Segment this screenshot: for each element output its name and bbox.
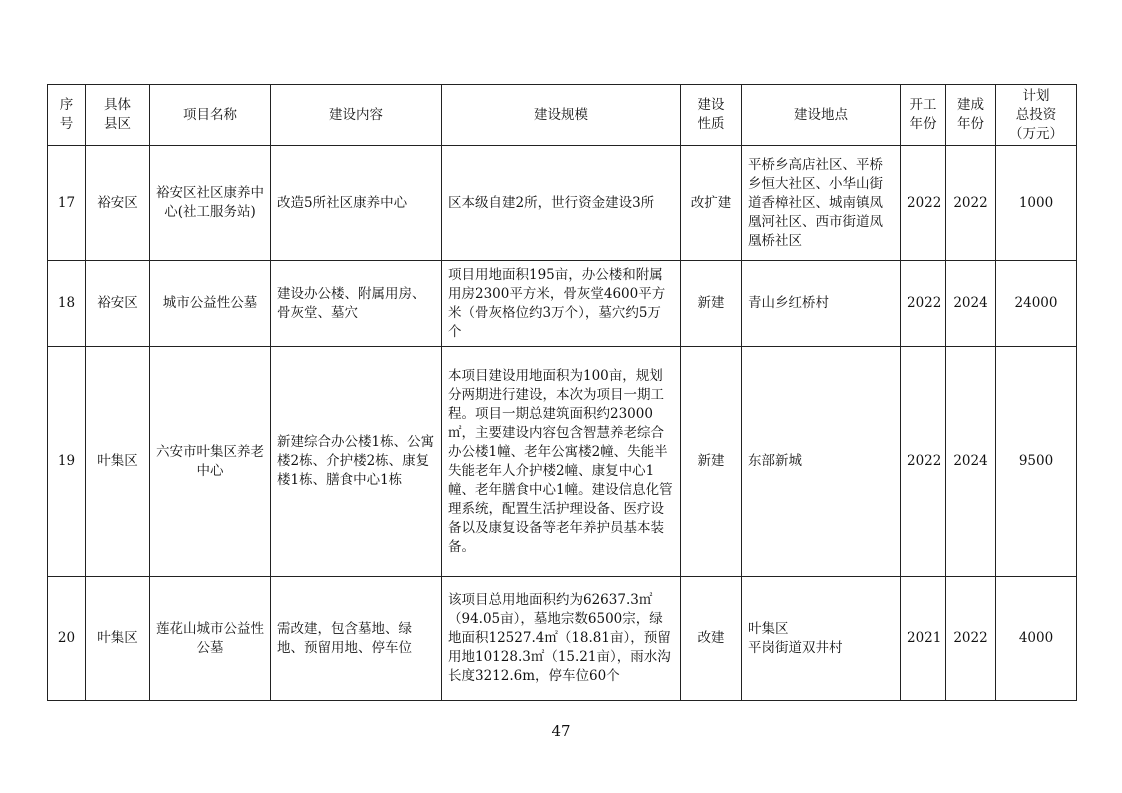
- cell-nature: 改建: [681, 577, 742, 701]
- header-investment: 计划 总投资 （万元）: [996, 85, 1077, 146]
- cell-scale: 本项目建设用地面积为100亩，规划分两期进行建设，本次为项目一期工程。项目一期总建筑面积约23000㎡，主要建设内容包含智慧养老综合办公楼1幢、老年公寓楼2幢、失能半失能老年人介护楼2幢、康复中心1幢、老年膳食中心1幢。建设信息化管理系统，配置生活护理设备、医疗设备以及康复设备等老年养护员基本装备。: [442, 347, 681, 577]
- header-county: 具体 县区: [86, 85, 150, 146]
- cell-name: 裕安区社区康养中心(社工服务站): [150, 146, 271, 261]
- cell-content: 改造5所社区康养中心: [271, 146, 442, 261]
- cell-scale: 区本级自建2所，世行资金建设3所: [442, 146, 681, 261]
- cell-nature: 新建: [681, 347, 742, 577]
- cell-county: 叶集区: [86, 347, 150, 577]
- header-seq: 序 号: [48, 85, 86, 146]
- header-finish-year: 建成 年份: [946, 85, 996, 146]
- cell-investment: 4000: [996, 577, 1077, 701]
- table-row: [48, 261, 1077, 347]
- header-content: 建设内容: [271, 85, 442, 146]
- header-nature: 建设 性质: [681, 85, 742, 146]
- table-row: [48, 577, 1077, 701]
- cell-investment: 1000: [996, 146, 1077, 261]
- cell-county: 裕安区: [86, 261, 150, 347]
- cell-nature: 改扩建: [681, 146, 742, 261]
- cell-county: 裕安区: [86, 146, 150, 261]
- cell-content: 建设办公楼、附属用房、骨灰堂、墓穴: [271, 261, 442, 347]
- cell-name: 莲花山城市公益性公墓: [150, 577, 271, 701]
- cell-location: 青山乡红桥村: [742, 261, 901, 347]
- cell-content: 需改建，包含墓地、绿地、预留用地、停车位: [271, 577, 442, 701]
- cell-scale: 该项目总用地面积约为62637.3㎡（94.05亩），墓地宗数6500宗，绿地面积12527.4㎡（18.81亩），预留用地10128.3㎡（15.21亩），雨水沟长度3212.6m，停车位60个: [442, 577, 681, 701]
- header-location: 建设地点: [742, 85, 901, 146]
- header-scale: 建设规模: [442, 85, 681, 146]
- cell-seq: 19: [48, 347, 86, 577]
- cell-seq: 18: [48, 261, 86, 347]
- cell-name: 六安市叶集区养老中心: [150, 347, 271, 577]
- cell-finish-year: 2022: [946, 577, 996, 701]
- page-number: 47: [551, 722, 571, 740]
- table-row: [48, 347, 1077, 577]
- cell-scale: 项目用地面积195亩，办公楼和附属用房2300平方米，骨灰堂4600平方米（骨灰格位约3万个），墓穴约5万个: [442, 261, 681, 347]
- cell-location: 平桥乡高店社区、平桥乡恒大社区、小华山街道香樟社区、城南镇凤凰河社区、西市街道凤凰桥社区: [742, 146, 901, 261]
- cell-location: 东部新城: [742, 347, 901, 577]
- cell-start-year: 2022: [901, 347, 946, 577]
- cell-seq: 17: [48, 146, 86, 261]
- cell-seq: 20: [48, 577, 86, 701]
- header-name: 项目名称: [150, 85, 271, 146]
- cell-start-year: 2021: [901, 577, 946, 701]
- cell-nature: 新建: [681, 261, 742, 347]
- header-start-year: 开工 年份: [901, 85, 946, 146]
- cell-investment: 24000: [996, 261, 1077, 347]
- table-header-row: [48, 85, 1077, 146]
- table-row: [48, 146, 1077, 261]
- cell-start-year: 2022: [901, 261, 946, 347]
- projects-table: [47, 84, 1077, 701]
- cell-investment: 9500: [996, 347, 1077, 577]
- cell-location: 叶集区 平岗街道双井村: [742, 577, 901, 701]
- cell-county: 叶集区: [86, 577, 150, 701]
- cell-content: 新建综合办公楼1栋、公寓楼2栋、介护楼2栋、康复楼1栋、膳食中心1栋: [271, 347, 442, 577]
- cell-name: 城市公益性公墓: [150, 261, 271, 347]
- cell-finish-year: 2024: [946, 347, 996, 577]
- cell-start-year: 2022: [901, 146, 946, 261]
- cell-finish-year: 2022: [946, 146, 996, 261]
- cell-finish-year: 2024: [946, 261, 996, 347]
